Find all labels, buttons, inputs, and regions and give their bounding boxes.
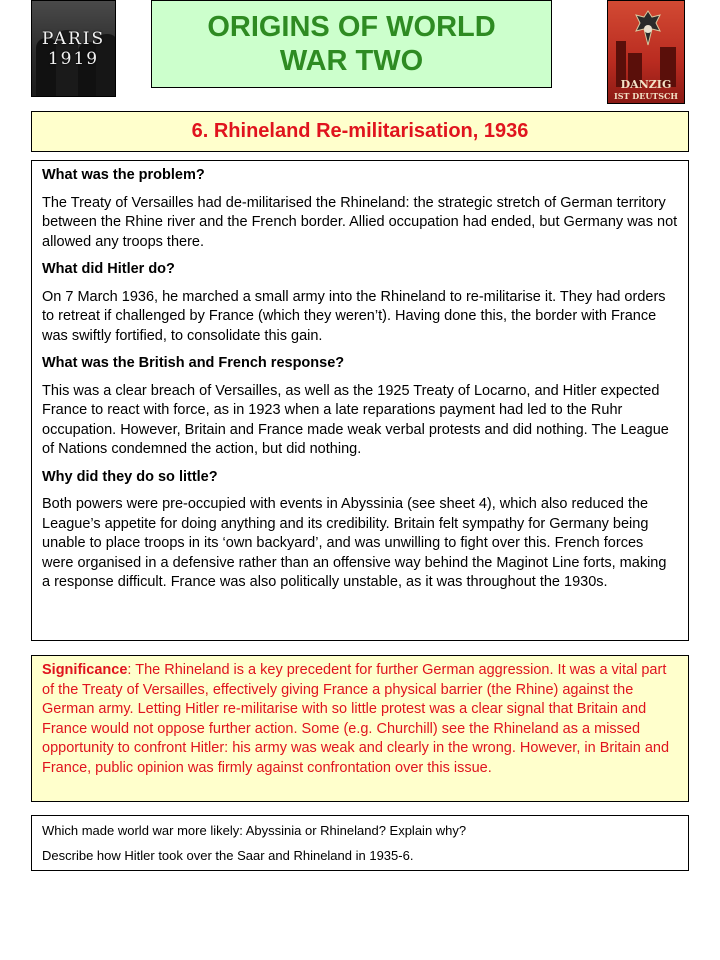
- page-title: ORIGINS OF WORLD WAR TWO: [207, 11, 496, 77]
- paragraph: This was a clear breach of Versailles, as well as the 1925 Treaty of Locarno, and Hitler expected France to react with force, as in 1923 when a late reparations payment had led to the Ruhr occupation. However, Britain and France made weak verbal protests and did nothing. The League of Nations condemned the action, but did nothing.: [42, 382, 669, 457]
- cover-title-line2: 1919: [47, 49, 100, 69]
- question-heading: Why did they do so little?: [42, 468, 218, 485]
- question-heading: What was the British and French response?: [42, 355, 345, 371]
- paragraph: On 7 March 1936, he marched a small army into the Rhineland to re-militarise it. They had orders to retreat if challenged by France (which they weren’t). Having done this, the border with France was swiftly fortified, to consolidate this gain.: [42, 288, 666, 344]
- significance-text: : The Rhineland is a key precedent for further German aggression. It was a vital part of the Treaty of Versailles, effectively giving France a physical barrier (the Rhine) against the German army. Letting Hitler re-militarise with so little protest was a clear signal that Britain and France would not oppose further action. Some (e.g. Churchill) see the Rhineland as a missed opportunity to confront Hitler: his army was weak and clearly in the wrong. However, in Britain and France, public opinion was firmly against confrontation over this issue.: [42, 662, 670, 776]
- danzig-poster-image: [607, 0, 685, 104]
- significance-box: [31, 655, 689, 802]
- significance-label: Significance: [42, 662, 128, 678]
- section-heading: 6. Rhineland Re-militarisation, 1936: [191, 120, 529, 142]
- title-box: [151, 0, 552, 88]
- cover-title-line1: PARIS: [41, 29, 106, 49]
- paris-1919-cover-image: [31, 0, 116, 97]
- section-heading-box: [31, 111, 689, 152]
- question-item: Describe how Hitler took over the Saar and Rhineland in 1935-6.: [42, 848, 414, 863]
- eagle-emblem-icon: [634, 9, 662, 47]
- question-heading: What was the problem?: [42, 167, 205, 183]
- poster-line1: DANZIG: [620, 78, 672, 91]
- questions-box: [31, 815, 689, 871]
- poster-line2: IST DEUTSCH: [614, 91, 678, 101]
- question-item: Which made world war more likely: Abyssinia or Rhineland? Explain why?: [42, 823, 467, 838]
- paragraph: Both powers were pre-occupied with events in Abyssinia (see sheet 4), which also reduced the League’s appetite for doing anything and its credibility. Britain felt sympathy for Germany being unable to place troops in its ‘own backyard’, and was unwilling to fight over this. French forces were organised in a defensive rather than an offensive way behind the Maginot Line forts, making a response difficult. France was also politically unstable, as it was throughout the 1930s.: [42, 496, 667, 590]
- question-heading: What did Hitler do?: [42, 261, 175, 277]
- content-box: [31, 160, 689, 641]
- paragraph: The Treaty of Versailles had de-militarised the Rhineland: the strategic stretch of German territory between the Rhine river and the French border. Allied occupation had ended, but Germany was not allowed any troops there.: [42, 194, 678, 250]
